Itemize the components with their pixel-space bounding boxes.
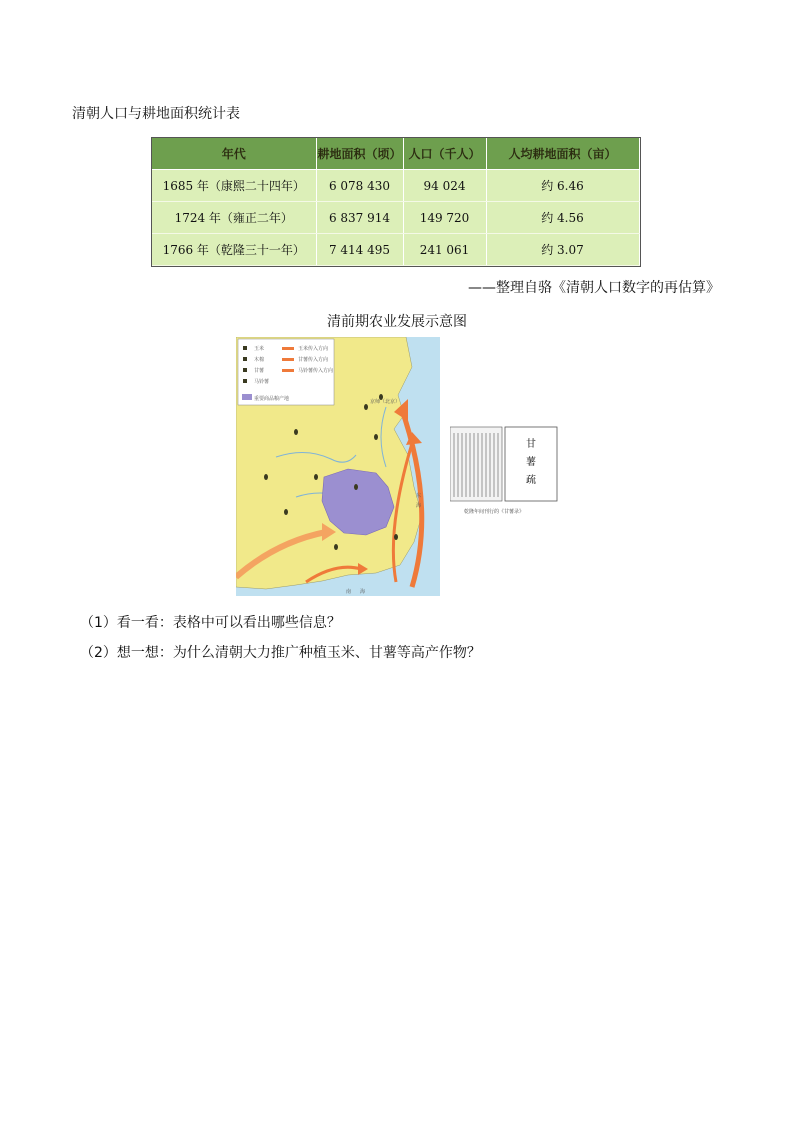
table-row — [152, 202, 639, 234]
legend-label: 马铃薯传入方向 — [298, 368, 334, 374]
table-header: 年代 — [152, 138, 316, 170]
sea-label: 海 — [360, 589, 366, 595]
book-title-char: 薯 — [526, 457, 536, 468]
table-header: 耕地面积（顷） — [316, 138, 403, 170]
sea-label: 东 — [416, 493, 422, 499]
table-cell: 7 414 495 — [316, 234, 403, 266]
table-header: 人口（千人） — [403, 138, 486, 170]
table-cell: 1766 年（乾隆三十一年） — [152, 234, 316, 266]
legend-label: 甘薯 — [254, 368, 265, 374]
map-title: 清前期农业发展示意图 — [327, 314, 467, 330]
legend-label: 重要商品粮产地 — [254, 396, 290, 402]
table-cell: 1724 年（雍正二年） — [152, 202, 316, 234]
legend-label: 甘薯传入方向 — [298, 357, 329, 363]
table-header-row — [152, 138, 639, 170]
legend-label: 玉米 — [254, 346, 265, 352]
sea-label: 南 — [346, 589, 352, 595]
statistics-table — [152, 138, 640, 266]
beijing-label: 京师（北京） — [370, 399, 401, 405]
table-cell: 1685 年（康熙二十四年） — [152, 170, 316, 202]
sea-label: 海 — [416, 503, 422, 509]
question-2: （2）想一想：为什么清朝大力推广种植玉米、甘薯等高产作物？ — [80, 645, 481, 661]
book-title-char: 甘 — [526, 439, 536, 450]
book-caption: 乾隆年间刊行的《甘薯录》 — [464, 509, 525, 515]
question-1: （1）看一看：表格中可以看出哪些信息？ — [80, 615, 341, 631]
table-header: 人均耕地面积（亩） — [486, 138, 639, 170]
book-title-char: 疏 — [526, 475, 536, 486]
table-row — [152, 234, 639, 266]
source-citation: ——整理自骆《清朝人口数字的再估算》 — [468, 280, 720, 296]
sweet-potato-book-image — [450, 425, 560, 517]
table-cell: 241 061 — [403, 234, 486, 266]
table-cell: 约 6.46 — [486, 170, 639, 202]
legend-label: 玉米传入方向 — [298, 346, 329, 352]
legend-label: 木棉 — [254, 357, 265, 363]
table-cell: 6 078 430 — [316, 170, 403, 202]
table-row — [152, 170, 639, 202]
document-title: 清朝人口与耕地面积统计表 — [72, 106, 240, 122]
table-cell: 约 3.07 — [486, 234, 639, 266]
table-cell: 约 4.56 — [486, 202, 639, 234]
table-cell: 94 024 — [403, 170, 486, 202]
legend-label: 马铃薯 — [254, 379, 270, 385]
table-cell: 149 720 — [403, 202, 486, 234]
agriculture-map — [236, 337, 440, 596]
table-cell: 6 837 914 — [316, 202, 403, 234]
